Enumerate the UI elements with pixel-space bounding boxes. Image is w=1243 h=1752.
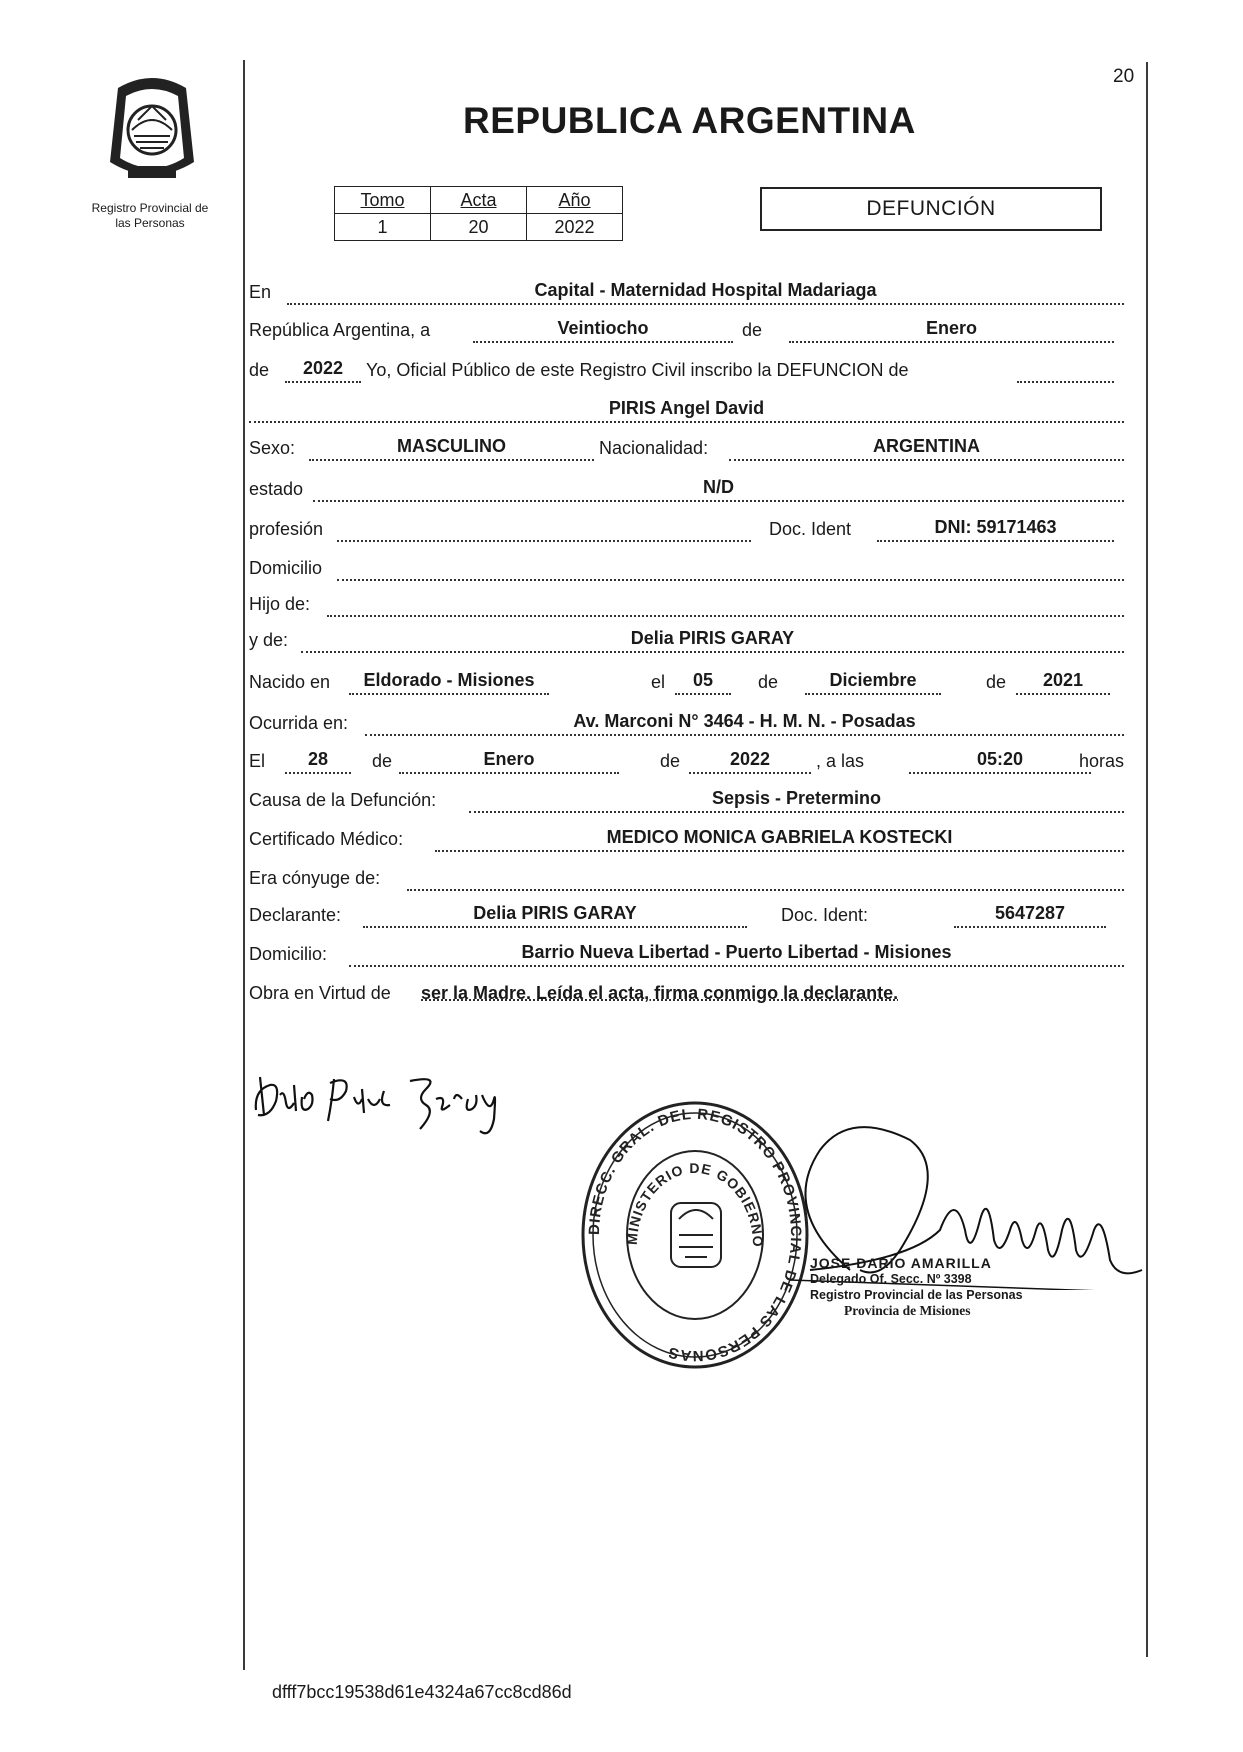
- certificado-label: Certificado Médico:: [249, 829, 404, 849]
- domicilio-label: Domicilio: [249, 558, 323, 578]
- dotted-line: [1017, 381, 1114, 383]
- dotted-line: [365, 734, 1124, 736]
- mes-value: Enero: [925, 318, 977, 338]
- conyuge-label: Era cónyuge de:: [249, 868, 381, 888]
- row-estado: [249, 476, 1124, 506]
- officer-org: Registro Provincial de las Personas: [810, 1288, 1023, 1302]
- row-lugar: [249, 279, 1124, 309]
- dotted-line: [877, 540, 1114, 542]
- declarante-value: Delia PIRIS GARAY: [473, 903, 637, 923]
- certificado-value: MEDICO MONICA GABRIELA KOSTECKI: [606, 827, 953, 847]
- hijo-label: Hijo de:: [249, 594, 311, 614]
- row-nombre: [249, 397, 1124, 427]
- dotted-line: [349, 693, 549, 695]
- el2-label: El: [249, 751, 266, 771]
- row-obra: [249, 980, 1124, 1010]
- dotted-line: [327, 615, 1124, 617]
- officer-role: Delegado Of. Secc. Nº 3398: [810, 1272, 972, 1286]
- declarante-label: Declarante:: [249, 905, 342, 925]
- causa-label: Causa de la Defunción:: [249, 790, 437, 810]
- republica-label: República Argentina, a: [249, 320, 431, 340]
- officer-name: JOSE DARIO AMARILLA: [810, 1255, 992, 1271]
- estado-value: N/D: [703, 477, 734, 497]
- row-yo: [249, 357, 1124, 387]
- row-sexo: [249, 435, 1124, 465]
- logo-caption-line1: Registro Provincial de: [91, 201, 209, 215]
- dotted-line: [285, 772, 351, 774]
- dotted-line: [909, 772, 1091, 774]
- dotted-line: [285, 381, 361, 383]
- row-causa: [249, 787, 1124, 817]
- obra-text: ser la Madre. Leída el acta, firma conmigo la declarante.: [421, 983, 899, 1003]
- row-domicilio-declarante: [249, 941, 1124, 971]
- dotted-line: [313, 500, 1124, 502]
- domicilio2-label: Domicilio:: [249, 944, 328, 964]
- causa-value: Sepsis - Pretermino: [711, 788, 882, 808]
- row-fecha: [249, 317, 1124, 347]
- official-stamp: [575, 1095, 815, 1380]
- row-domicilio: [249, 555, 1124, 585]
- ocurrida-value: Av. Marconi N° 3464 - H. M. N. - Posadas: [573, 711, 916, 731]
- sexo-value: MASCULINO: [397, 436, 506, 456]
- acta-value: 20: [431, 214, 527, 241]
- document-hash: dfff7bcc19538d61e4324a67cc8cd86d: [272, 1682, 572, 1702]
- dotted-line: [729, 459, 1124, 461]
- stamp-inner-text: MINISTERIO DE GOBIERNO: [623, 1159, 767, 1248]
- dotted-line: [1016, 693, 1110, 695]
- dotted-line: [689, 772, 811, 774]
- en-label: En: [249, 282, 272, 302]
- profesion-label: profesión: [249, 519, 324, 539]
- officer-block: [810, 1255, 1023, 1319]
- dotted-line: [363, 926, 747, 928]
- row-conyuge: [249, 865, 1124, 895]
- dotted-line: [469, 811, 1124, 813]
- def-dia-value: 28: [307, 749, 329, 769]
- dotted-line: [337, 540, 751, 542]
- stamp-outer-text: DIRECC. GRAL. DEL REGISTRO PROVINCIAL DE LAS PERSONAS: [585, 1105, 805, 1365]
- registry-table: [334, 186, 623, 241]
- de6-label: de: [660, 751, 681, 771]
- dotted-line: [337, 579, 1124, 581]
- de4-label: de: [986, 672, 1007, 692]
- row-declarante: [249, 902, 1124, 932]
- madre-value: Delia PIRIS GARAY: [630, 628, 795, 648]
- doc-label: Doc. Ident: [769, 519, 852, 539]
- dotted-line: [473, 341, 733, 343]
- doc2-value: 5647287: [994, 903, 1066, 923]
- dia-texto-value: Veintiocho: [557, 318, 649, 338]
- declarant-signature: [250, 1055, 520, 1150]
- anio-label: Año: [527, 187, 623, 214]
- nacionalidad-label: Nacionalidad:: [599, 438, 709, 458]
- dotted-line: [435, 850, 1124, 852]
- nac-dia-value: 05: [692, 670, 714, 690]
- dotted-line: [249, 421, 1124, 423]
- nacido-label: Nacido en: [249, 672, 331, 692]
- de-label: de: [742, 320, 763, 340]
- de2-label: de: [249, 360, 270, 380]
- anio-registro-value: 2022: [302, 358, 344, 378]
- dotted-line: [349, 965, 1124, 967]
- de3-label: de: [758, 672, 779, 692]
- logo-caption-line2: las Personas: [115, 216, 185, 230]
- row-nacido: [249, 669, 1124, 699]
- nac-mes-value: Diciembre: [829, 670, 917, 690]
- dotted-line: [407, 889, 1124, 891]
- right-margin-line: [1146, 62, 1148, 1657]
- nombre-value: PIRIS Angel David: [608, 398, 765, 418]
- alas-label: , a las: [816, 751, 865, 771]
- row-profesion: [249, 516, 1124, 546]
- officer-province: Provincia de Misiones: [844, 1303, 971, 1318]
- dotted-line: [954, 926, 1106, 928]
- province-crest-logo: [98, 70, 206, 195]
- nacionalidad-value: ARGENTINA: [873, 436, 980, 456]
- def-anio-value: 2022: [729, 749, 771, 769]
- dotted-line: [805, 693, 941, 695]
- el-label: el: [651, 672, 666, 692]
- row-ocurrida: [249, 710, 1124, 740]
- doc-value: DNI: 59171463: [934, 517, 1057, 537]
- def-mes-value: Enero: [483, 749, 535, 769]
- yde-label: y de:: [249, 630, 289, 650]
- sexo-label: Sexo:: [249, 438, 296, 458]
- nacido-lugar-value: Eldorado - Misiones: [363, 670, 535, 690]
- row-certificado: [249, 826, 1124, 856]
- tomo-label: Tomo: [335, 187, 431, 214]
- dotted-line: [789, 341, 1114, 343]
- row-madre: [249, 627, 1124, 657]
- dotted-line: [399, 772, 619, 774]
- record-type-box: DEFUNCIÓN: [760, 187, 1102, 231]
- logo-caption: [70, 201, 230, 231]
- obra-label: Obra en Virtud de: [249, 983, 391, 1003]
- row-fecha-defuncion: [249, 748, 1124, 778]
- left-margin-line: [243, 60, 245, 1670]
- page-number: 20: [1113, 66, 1135, 87]
- acta-label: Acta: [431, 187, 527, 214]
- lugar-value: Capital - Maternidad Hospital Madariaga: [534, 280, 877, 300]
- document-title: REPUBLICA ARGENTINA: [463, 100, 916, 141]
- nac-anio-value: 2021: [1042, 670, 1084, 690]
- hora-value: 05:20: [976, 749, 1024, 769]
- dotted-line: [309, 459, 594, 461]
- dotted-line: [675, 693, 731, 695]
- tomo-value: 1: [335, 214, 431, 241]
- doc2-label: Doc. Ident:: [781, 905, 869, 925]
- dotted-line: [301, 651, 1124, 653]
- row-hijo: [249, 591, 1124, 621]
- yo-text: Yo, Oficial Público de este Registro Civil inscribo la DEFUNCION de: [366, 360, 909, 380]
- ocurrida-label: Ocurrida en:: [249, 713, 349, 733]
- de5-label: de: [372, 751, 393, 771]
- anio-value: 2022: [527, 214, 623, 241]
- dotted-line: [287, 303, 1124, 305]
- domicilio2-value: Barrio Nueva Libertad - Puerto Libertad - Misiones: [521, 942, 952, 962]
- horas-label: horas: [1079, 751, 1125, 771]
- estado-label: estado: [249, 479, 304, 499]
